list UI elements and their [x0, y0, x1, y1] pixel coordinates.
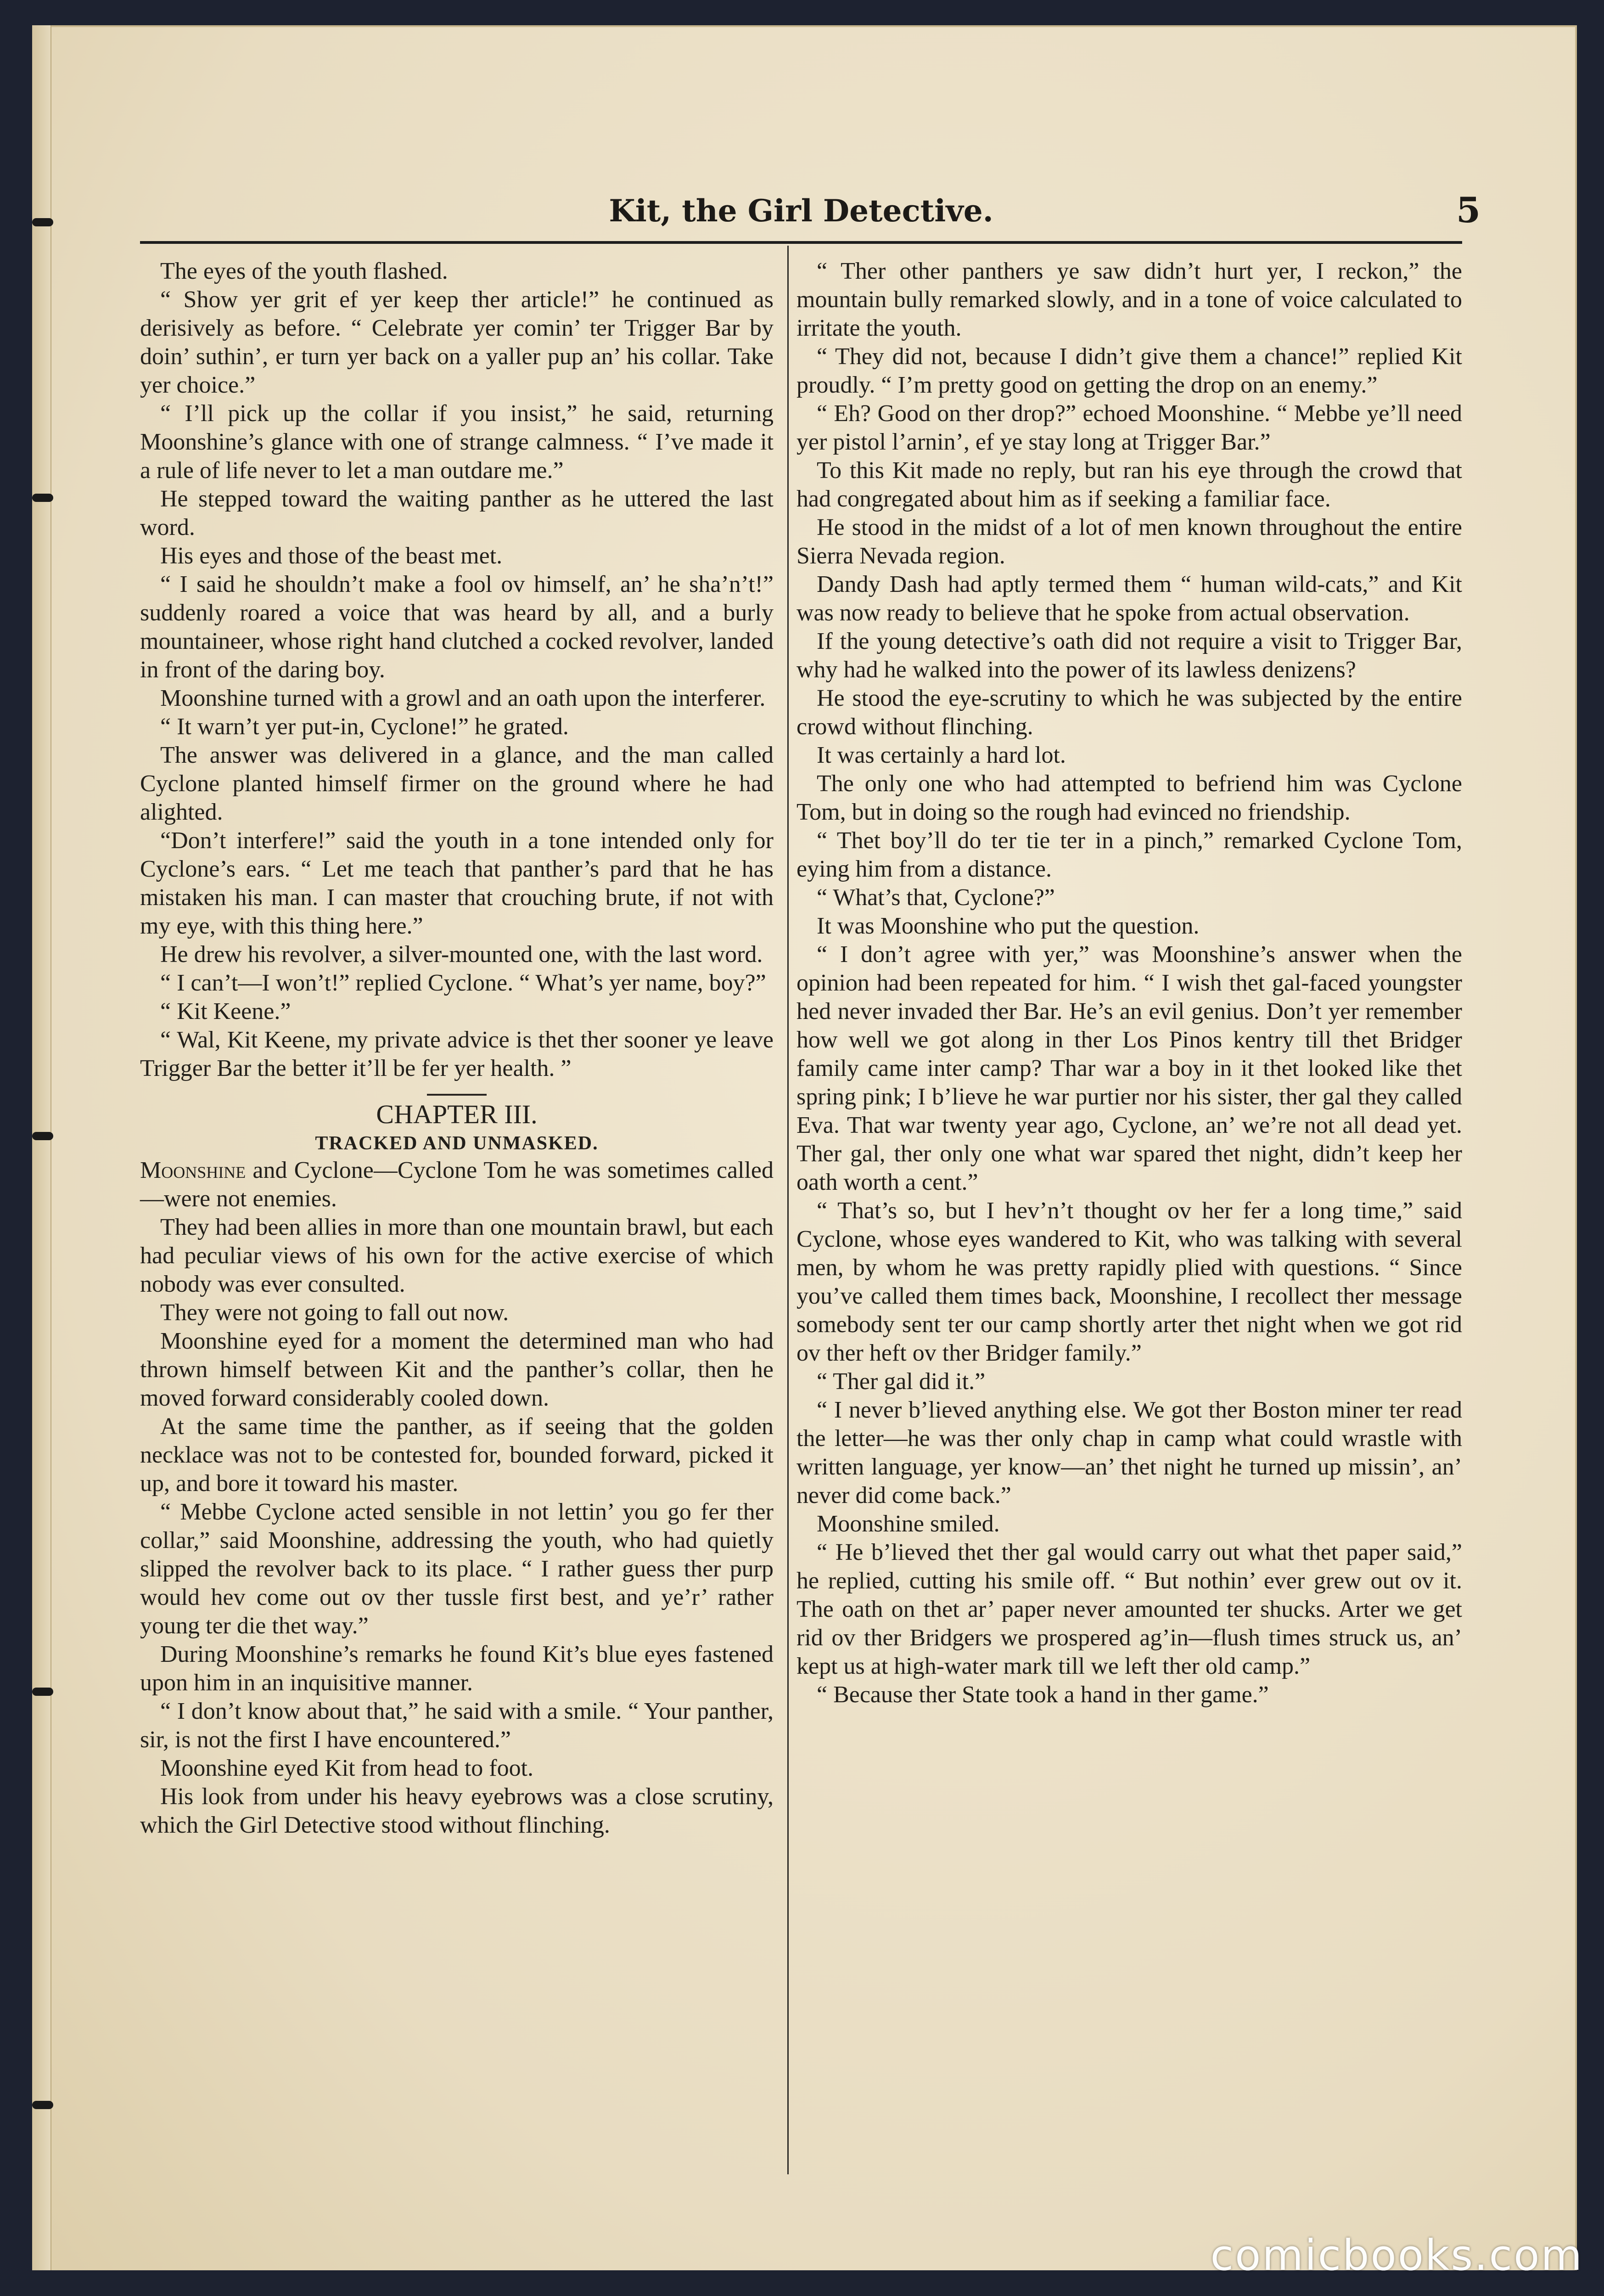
paragraph: “ That’s so, but I hev’n’t thought ov her fer a long time,” said Cyclone, whose eyes wandered to Kit, who was talking with several men, by whom he was pretty rapidly plied with questions. “ Since you’ve called them times back, Moonshine, I recollect ther message somebody sent ter our camp shortly arter thet night when we got rid ov ther heft ov ther Bridger family.”	[796, 1198, 1462, 1366]
paragraph: He drew his revolver, a silver-mounted one, with the last word.	[160, 941, 763, 968]
paragraph: “Don’t interfere!” said the youth in a tone intended only for Cyclone’s ears. “ Let me teach that panther’s pard that he has mistaken his man. I can master that crouching brute, if not with my eye, with this thing here.”	[140, 827, 774, 939]
binding-stitch	[32, 2101, 53, 2109]
binding-stitch	[32, 1132, 53, 1140]
paragraph: “ Show yer grit ef yer keep ther article!” he continued as derisively as before. “ Celebrate yer comin’ ter Trigger Bar by doin’ suthin’, er turn yer back on a yaller pup an’ his collar. Take yer choice.”	[140, 287, 774, 398]
paragraph: During Moonshine’s remarks he found Kit’s blue eyes fastened upon him in an inquisitive manner.	[140, 1641, 774, 1696]
paragraph: “ Thet boy’ll do ter tie ter in a pinch,” remarked Cyclone Tom, eying him from a distance.	[796, 827, 1462, 882]
paragraph: “ They did not, because I didn’t give them a chance!” replied Kit proudly. “ I’m pretty good on getting the drop on an enemy.”	[796, 343, 1462, 398]
paragraph: “ I said he shouldn’t make a fool ov himself, an’ he sha’n’t!” suddenly roared a voice that was heard by all, and a burly mountaineer, whose right hand clutched a cocked revolver, landed in front of the daring boy.	[140, 571, 774, 683]
paragraph: Moonshine eyed for a moment the determined man who had thrown himself between Kit and the panther’s collar, then he moved forward considerably cooled down.	[140, 1328, 774, 1411]
paragraph: His eyes and those of the beast met.	[160, 543, 503, 569]
paragraph: To this Kit made no reply, but ran his eye through the crowd that had congregated about him as if seeking a familiar face.	[796, 457, 1462, 512]
binding-strip	[32, 25, 51, 2278]
paragraph: “ Kit Keene.”	[160, 998, 291, 1024]
paragraph: He stepped toward the waiting panther as he uttered the last word.	[140, 486, 774, 540]
chapter-subtitle: TRACKED AND UNMASKED.	[315, 1133, 599, 1154]
running-header	[140, 172, 1481, 244]
paragraph: “ I don’t know about that,” he said with a smile. “ Your panther, sir, is not the first I have encountered.”	[140, 1698, 774, 1753]
paragraph: “ He b’lieved thet ther gal would carry out what thet paper said,” he replied, cutting his smile off. “ But nothin’ ever grew out ov it. The oath on thet ar’ paper never amounted ter shucks. Arter we get rid ov ther Bridgers we prospered ag’in—flush times struck us, an’ kept us at high-water mark till we left ther old camp.”	[796, 1539, 1462, 1679]
paragraph: It was Moonshine who put the question.	[817, 913, 1200, 939]
paragraph: “ I’ll pick up the collar if you insist,” he said, returning Moonshine’s glance with one of strange calmness. “ I’ve made it a rule of life never to let a man outdare me.”	[140, 400, 774, 484]
paragraph: They were not going to fall out now.	[160, 1300, 509, 1326]
binding-stitch	[32, 494, 53, 502]
paragraph: The answer was delivered in a glance, and the man called Cyclone planted himself firmer on the ground where he had alighted.	[140, 742, 774, 825]
paragraph: “ It warn’t yer put-in, Cyclone!” he grated.	[160, 714, 569, 740]
paragraph: “ Because ther State took a hand in ther game.”	[817, 1682, 1269, 1708]
paragraph: Moonshine turned with a growl and an oath upon the interferer.	[160, 685, 766, 711]
paragraph: They had been allies in more than one mountain brawl, but each had peculiar views of his own for the active exercise of which nobody was ever consulted.	[140, 1214, 774, 1297]
paragraph: “ Wal, Kit Keene, my private advice is thet ther sooner ye leave Trigger Bar the better it’ll be fer yer health. ”	[140, 1027, 774, 1081]
magazine-page	[32, 25, 1577, 2278]
paragraph: His look from under his heavy eyebrows was a close scrutiny, which the Girl Detective stood without flinching.	[140, 1784, 774, 1838]
paragraph: “ Eh? Good on ther drop?” echoed Moonshine. “ Mebbe ye’ll need yer pistol l’arnin’, ef ye stay long at Trigger Bar.”	[796, 400, 1462, 455]
paragraph: Dandy Dash had aptly termed them “ human wild-cats,” and Kit was now ready to believe that he spoke from actual observation.	[796, 571, 1462, 626]
binding-stitch	[32, 1688, 53, 1696]
paragraph: “ Ther gal did it.”	[817, 1368, 986, 1395]
paragraph: Moonshine smiled.	[817, 1511, 1000, 1537]
page-number: 5	[1456, 190, 1481, 231]
paragraph: He stood in the midst of a lot of men known throughout the entire Sierra Nevada region.	[796, 514, 1462, 569]
paragraph: It was certainly a hard lot.	[817, 742, 1066, 768]
chapter-first-word: Moonshine	[140, 1157, 246, 1183]
paragraph: “ What’s that, Cyclone?”	[817, 884, 1055, 911]
paragraph: “ I don’t agree with yer,” was Moonshine’s answer when the opinion had been repeated for him. “ I wish thet gal-faced youngster hed never invaded ther Bar. He’s an evil genius. Don’t yer remember how well we got along in ther Los Pinos kentry till thet Bridger family came inter camp? Thar war a boy in it thet looked like thet spring pink; I b’lieve he war purtier nor his sister, ther gal they called Eva. That war twenty year ago, Cyclone, an’ we’re not all dead yet. Ther gal, ther only one what war spared thet night, didn’t keep her oath worth a cent.”	[796, 941, 1462, 1195]
paragraph: “ Ther other panthers ye saw didn’t hurt yer, I reckon,” the mountain bully remarked slowly, and in a tone of voice calculated to irritate the youth.	[796, 258, 1462, 341]
chapter-opening-paragraph	[140, 1156, 774, 1213]
page-title: Kit, the Girl Detective.	[609, 193, 993, 229]
chapter-opening-text: and Cyclone—Cyclone Tom he was sometimes called—were not enemies.	[140, 1157, 774, 1212]
paragraph: “ I can’t—I won’t!” replied Cyclone. “ What’s yer name, boy?”	[160, 970, 766, 996]
paragraph: “ I never b’lieved anything else. We got ther Boston miner ter read the letter—he was ther only chap in camp what could wrastle with written language, yer know—an’ thet night he turned up missin’, an’ never did come back.”	[796, 1397, 1462, 1508]
paragraph: The only one who had attempted to befriend him was Cyclone Tom, but in doing so the rough had evinced no friendship.	[796, 771, 1462, 825]
right-column	[796, 257, 1462, 1709]
binding-stitch	[32, 218, 53, 226]
paragraph: He stood the eye-scrutiny to which he was subjected by the entire crowd without flinching.	[796, 685, 1462, 740]
chapter-title: CHAPTER III.	[140, 1098, 774, 1131]
watermark-logo: comicbooks.com	[1210, 2231, 1583, 2280]
paragraph: At the same time the panther, as if seeing that the golden necklace was not to be contested for, bounded forward, picked it up, and bore it toward his master.	[140, 1413, 774, 1497]
column-divider	[787, 246, 789, 2174]
paragraph: The eyes of the youth flashed.	[160, 258, 448, 284]
paragraph: Moonshine eyed Kit from head to foot.	[160, 1755, 534, 1781]
left-column	[140, 257, 774, 1840]
paragraph: “ Mebbe Cyclone acted sensible in not lettin’ you go fer ther collar,” said Moonshine, addressing the youth, who had quietly slipped the revolver back to its place. “ I rather guess ther purp would hev come out ov ther tussle first best, and ye’r’ rather young ter die thet way.”	[140, 1499, 774, 1639]
paragraph: If the young detective’s oath did not require a visit to Trigger Bar, why had he walked into the power of its lawless denizens?	[796, 628, 1462, 683]
